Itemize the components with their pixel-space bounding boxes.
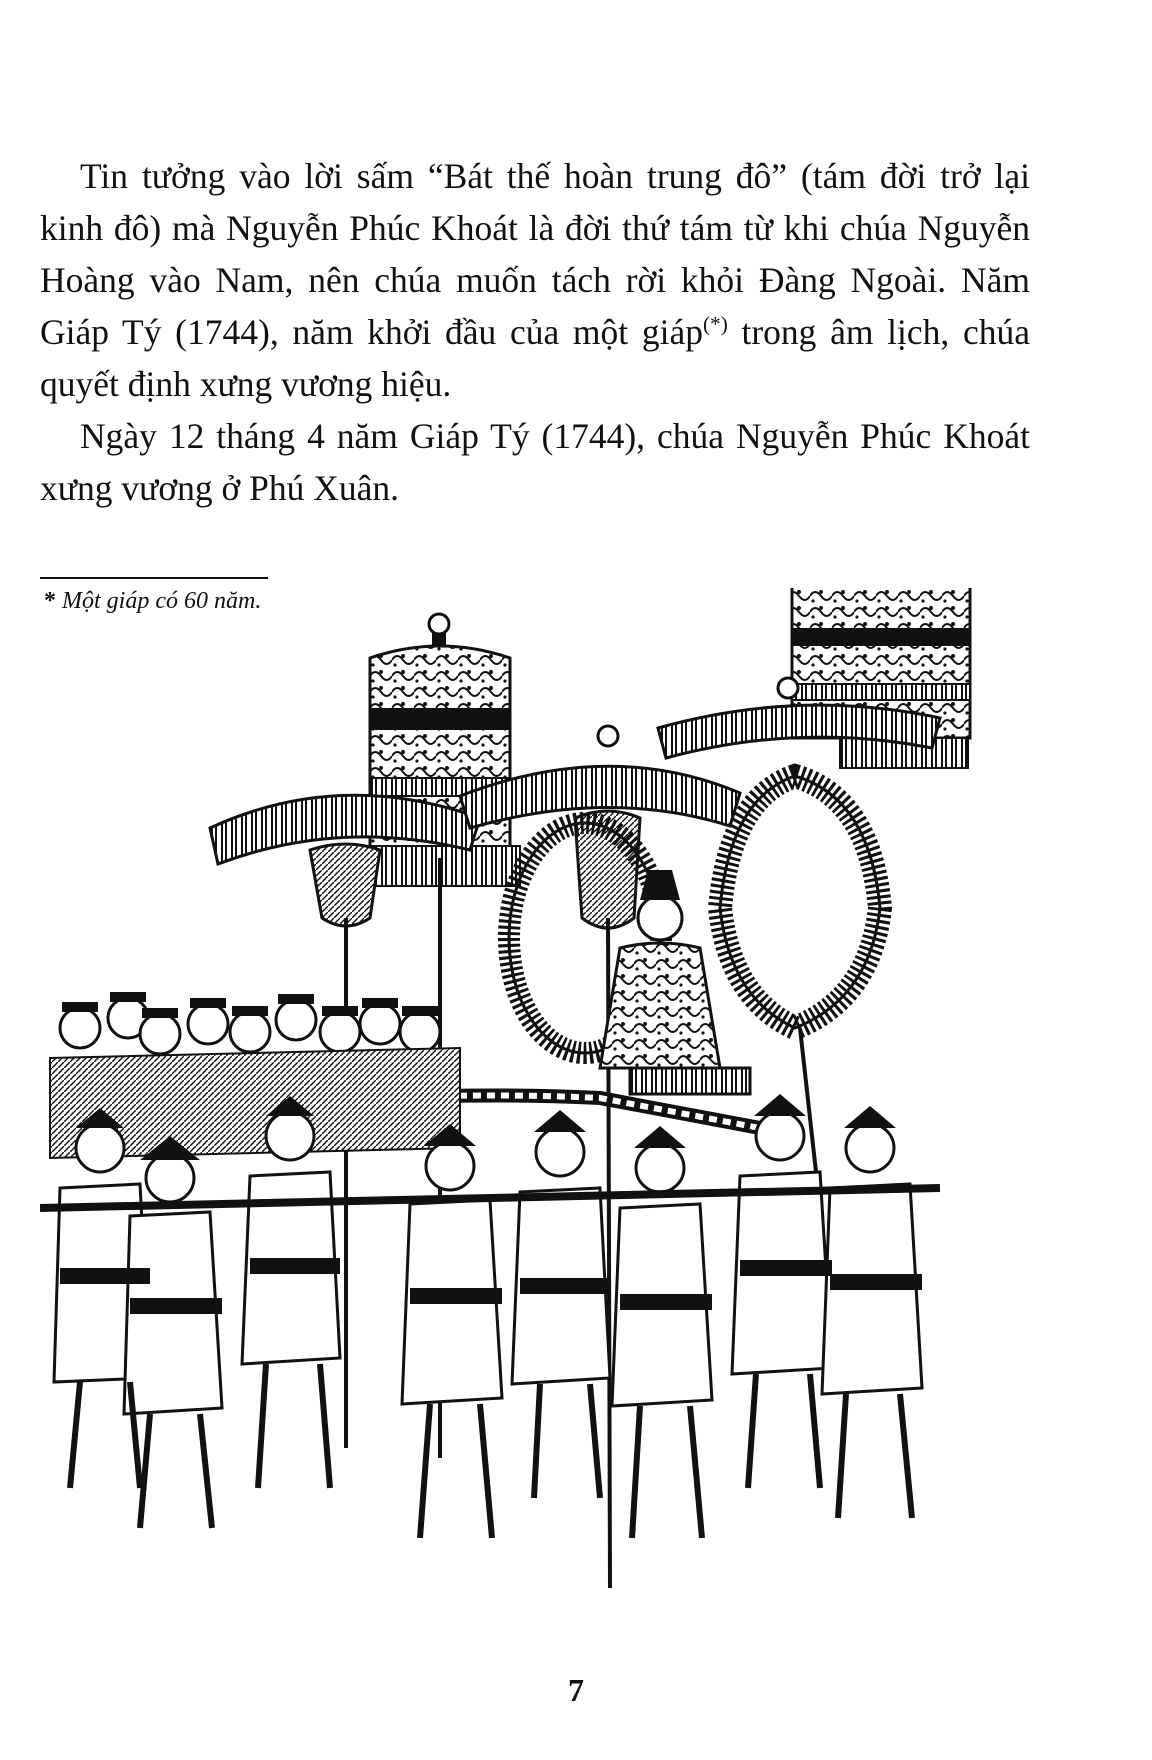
body-paragraph-1 xyxy=(40,150,1030,410)
page-number: 7 xyxy=(568,1672,584,1708)
footnote-reference: (*) xyxy=(702,312,728,337)
procession-illustration xyxy=(40,588,1040,1648)
body-paragraph-2: Ngày 12 tháng 4 năm Giáp Tý (1744), chúa Nguyễn Phúc Khoát xưng vương ở Phú Xuân. xyxy=(40,416,1030,508)
footnote-marker: * xyxy=(44,588,56,614)
front-row-bearers xyxy=(40,1094,940,1538)
footnote-text: Một giáp có 60 năm. xyxy=(62,588,262,614)
footnote-divider xyxy=(40,577,268,579)
paragraph-1-text-b: trong âm lịch, chúa quyết định xưng vương hiệu. xyxy=(40,312,1030,404)
paragraph-1-text-a: Tin tưởng vào lời sấm “Bát thế hoàn trung đô” (tám đời trở lại kinh đô) mà Nguyễn Phúc Khoát là đời thứ tám từ khi chúa Nguyễn Hoàng vào Nam, nên chúa muốn tách rời khỏi Đàng Ngoài. Năm Giáp Tý (1744), năm khởi đầu của một giáp xyxy=(40,156,1030,352)
tall-canopy-left xyxy=(360,614,520,886)
